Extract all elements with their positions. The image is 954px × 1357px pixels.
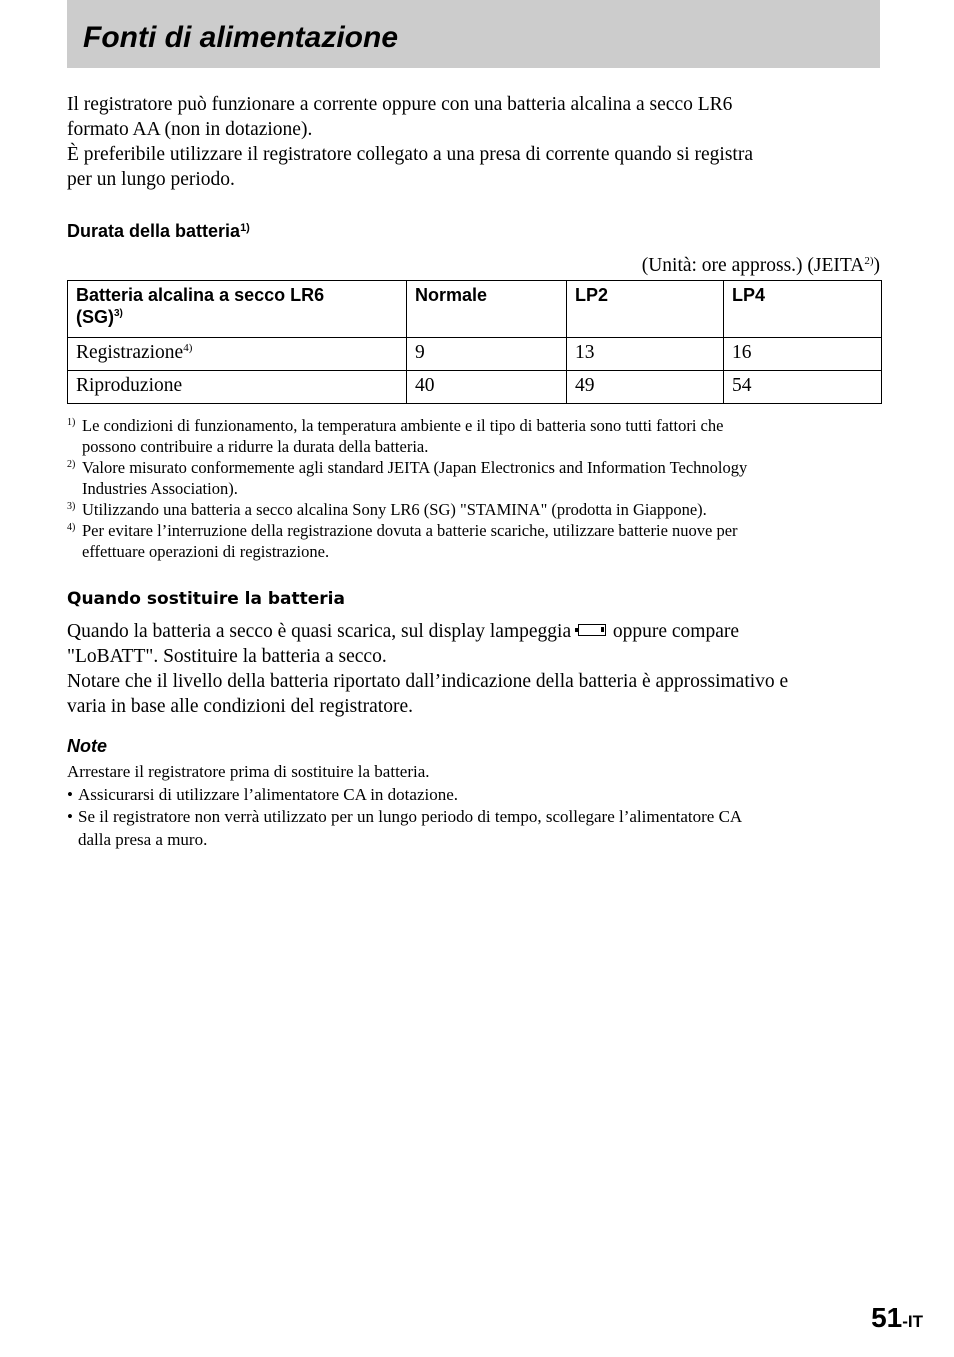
footnote-mark: 4) [67,522,76,533]
unit-note-close: ) [873,255,880,276]
note-bullet [67,806,882,851]
battery-life-table [67,280,882,404]
header-battery-label: Batteria alcalina a secco LR6 [76,285,325,305]
replace-line [67,619,882,644]
page-title: Fonti di alimentazione [83,21,399,54]
footnotes [67,415,882,562]
unit-note-text: (Unità: ore appross.) (JEITA [641,255,865,276]
footnote-item [67,499,882,520]
table-cell: 9 [407,338,567,371]
table-cell: 40 [407,371,567,404]
table-header-row [68,281,882,338]
footnote-line: effettuare operazioni di registrazione. [82,542,330,561]
unit-note [642,254,880,278]
replace-line1-post: oppure compare [612,621,740,642]
battery-life-heading [67,220,250,242]
table-header-cell: Normale [407,281,567,338]
bullet-dot: • [67,784,73,804]
page-number-suffix: -IT [902,1312,923,1331]
footnote-line: Industries Association). [82,479,238,498]
footnote-ref: 3) [114,308,123,319]
replace-battery-heading: Quando sostituire la batteria [67,589,345,609]
table-row [68,338,882,371]
footnote-mark: 1) [67,417,76,428]
footnote-item [67,415,882,457]
bullet-dot: • [67,807,73,826]
table-header-cell: LP4 [724,281,882,338]
footnote-line: Valore misurato conformemente agli standard JEITA (Japan Electronics and Information Technology [82,458,748,477]
row-label: Registrazione [76,342,184,363]
footnote-line: Le condizioni di funzionamento, la temperatura ambiente e il tipo di batteria sono tutti fattori che [82,416,724,435]
footnote-ref: 4) [183,342,193,354]
footnote-ref: 2) [864,255,874,267]
note-text: Arrestare il registratore prima di sostituire la batteria. [67,762,430,781]
footnote-ref: 1) [240,222,250,234]
replace-paragraph [67,619,882,719]
table-cell [68,338,407,371]
intro-line: È preferibile utilizzare il registratore collegato a una presa di corrente quando si registra [67,144,753,165]
table-header-cell: LP2 [567,281,724,338]
footnote-mark: 2) [67,459,76,470]
table-cell: 13 [567,338,724,371]
intro-paragraph [67,92,882,192]
footnote-item [67,457,882,499]
footnote-line: Utilizzando una batteria a secco alcalina Sony LR6 (SG) "STAMINA" (prodotta in Giappone). [82,500,707,519]
note-bullet [67,784,882,807]
intro-line: Il registratore può funzionare a corrente oppure con una batteria alcalina a secco LR6 [67,94,733,115]
header-battery-sg: (SG) [76,307,114,327]
note-bullet-line: Se il registratore non verrà utilizzato per un lungo periodo di tempo, scollegare l’alimentatore CA [78,807,743,826]
page-number [871,1302,923,1334]
battery-life-heading-text: Durata della batteria [67,221,241,241]
replace-line: varia in base alle condizioni del registratore. [67,696,413,717]
note-heading: Note [67,736,107,756]
table-cell: 54 [724,371,882,404]
footnote-line: Per evitare l’interruzione della registrazione dovuta a batterie scariche, utilizzare batterie nuove per [82,521,738,540]
replace-line: "LoBATT". Sostituire la batteria a secco. [67,646,387,667]
table-cell: 49 [567,371,724,404]
footnote-item [67,520,882,562]
title-bar [67,0,880,68]
table-cell: 16 [724,338,882,371]
note-body [67,761,882,851]
note-bullet-line: Assicurarsi di utilizzare l’alimentatore CA in dotazione. [78,784,459,804]
page-number-value: 51 [871,1302,903,1333]
table-header-cell [68,281,407,338]
footnote-line: possono contribuire a ridurre la durata della batteria. [82,437,429,456]
battery-empty-icon [578,624,606,636]
table-row [68,371,882,404]
note-bullet-line: dalla presa a muro. [78,829,208,849]
intro-line: per un lungo periodo. [67,169,235,190]
intro-line: formato AA (non in dotazione). [67,119,313,140]
table-cell: Riproduzione [68,371,407,404]
replace-line: Notare che il livello della batteria riportato dall’indicazione della batteria è approssimativo e [67,671,789,692]
footnote-mark: 3) [67,501,76,512]
replace-line1-pre: Quando la batteria a secco è quasi scarica, sul display lampeggia [67,621,572,642]
